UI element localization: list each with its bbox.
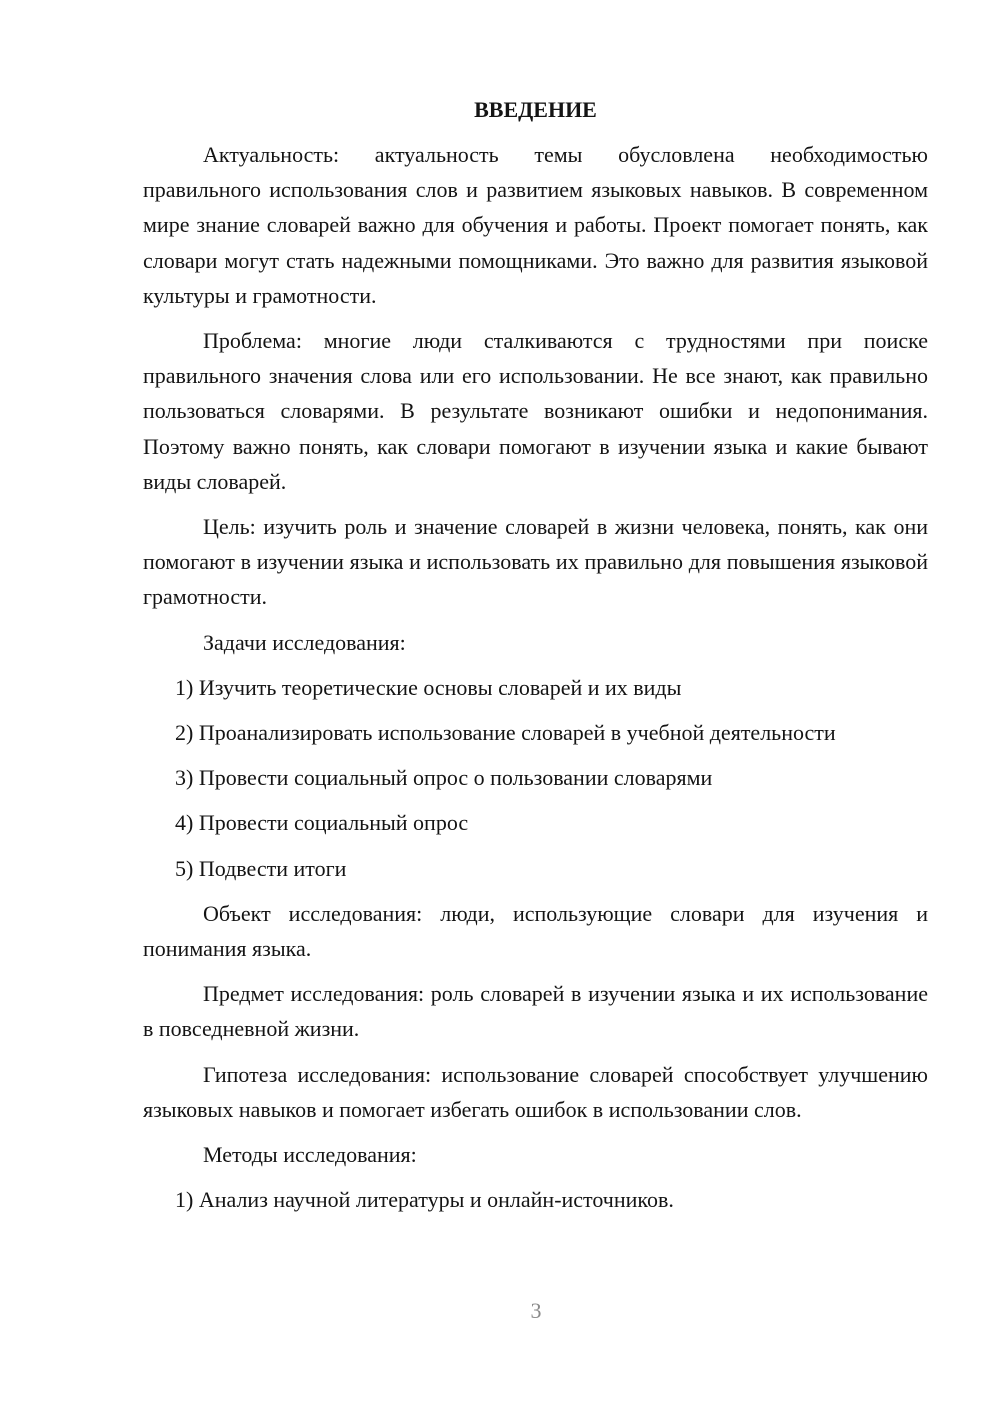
tasks-heading: Задачи исследования: — [203, 629, 406, 655]
problem-paragraph: Проблема: многие люди сталкиваются с трудностями при поиске правильного значения слова или его использовании. Не все знают, как правильно пользоваться словарями. В результате возникают ошибки и недопонимания. Поэтому важно понять, как словари помогают в изучении языка и какие бывают виды словарей. — [143, 328, 928, 494]
page-content — [143, 92, 928, 1227]
subject-paragraph: Предмет исследования: роль словарей в изучении языка и их использование в повседневной жизни. — [143, 981, 928, 1042]
methods-list — [143, 1182, 928, 1217]
list-item: 3) Провести социальный опрос о пользовании словарями — [175, 765, 713, 791]
relevance-paragraph: Актуальность: актуальность темы обусловлена необходимостью правильного использования слов и развитием языковых навыков. В современном мире знание словарей важно для обучения и работы. Проект помогает понять, как словари могут стать надежными помощниками. Это важно для развития языковой культуры и грамотности. — [143, 142, 928, 308]
list-item: 4) Провести социальный опрос — [175, 810, 469, 836]
list-item: 1) Анализ научной литературы и онлайн-источников. — [175, 1187, 674, 1213]
methods-heading: Методы исследования: — [203, 1142, 417, 1168]
page-number: 3 — [530, 1298, 542, 1323]
tasks-list — [143, 670, 928, 886]
list-item: 2) Проанализировать использование словарей в учебной деятельности — [175, 720, 836, 746]
list-item: 5) Подвести итоги — [175, 855, 347, 881]
object-paragraph: Объект исследования: люди, использующие словари для изучения и понимания языка. — [143, 900, 928, 962]
list-item: 1) Изучить теоретические основы словарей и их виды — [175, 674, 682, 700]
hypothesis-paragraph: Гипотеза исследования: использование словарей способствует улучшению языковых навыков и помогает избегать ошибок в использовании слов. — [143, 1061, 928, 1122]
goal-paragraph: Цель: изучить роль и значение словарей в жизни человека, понять, как они помогают в изучении языка и использовать их правильно для повышения языковой грамотности. — [143, 514, 928, 610]
page-title: ВВЕДЕНИЕ — [474, 97, 597, 122]
